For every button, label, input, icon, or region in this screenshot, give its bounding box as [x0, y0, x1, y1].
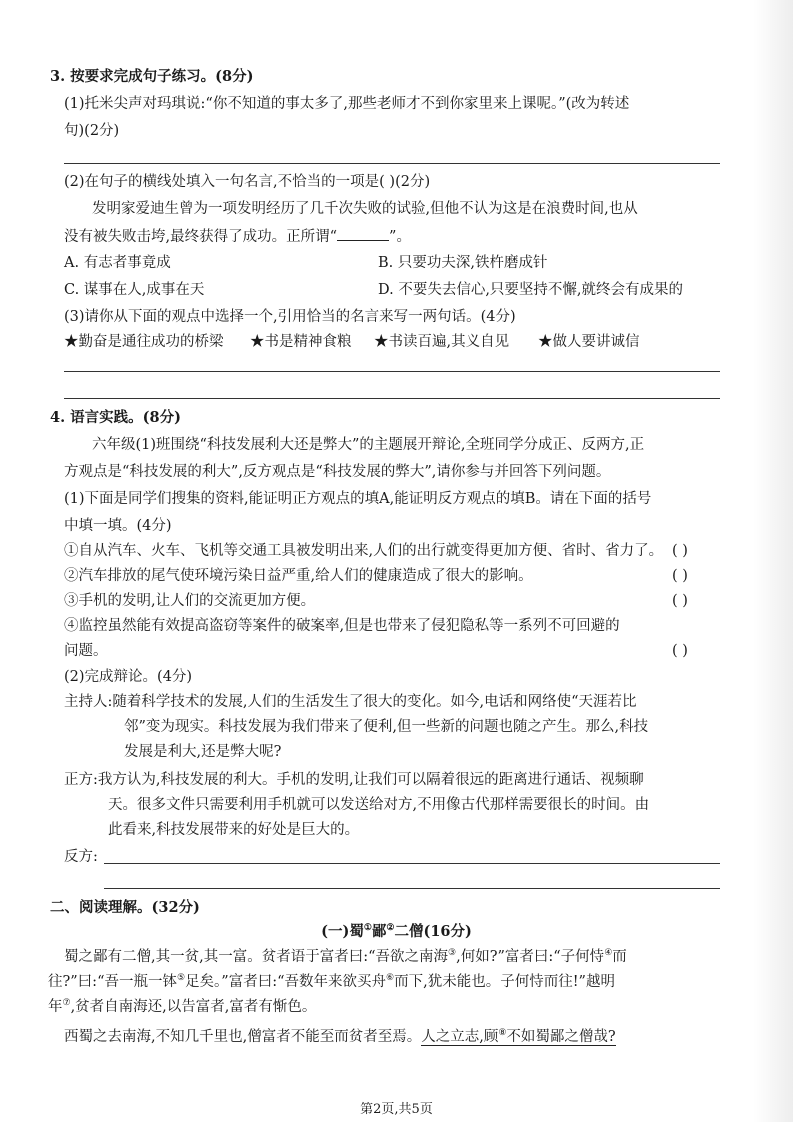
passage-text: 不如蜀鄙之僧哉?: [506, 1029, 616, 1045]
answer-bracket[interactable]: ( ): [672, 543, 688, 559]
q3-p1-line2: 句)(2分): [64, 123, 120, 139]
passage-text: 而: [612, 949, 627, 965]
passage-text: 往?”曰:“吾一瓶一钵: [48, 974, 177, 990]
q4-item-3: ③手机的发明,让人们的交流更加方便。: [64, 593, 316, 609]
passage-title-b: 鄙: [371, 923, 387, 940]
scan-shadow: [753, 0, 793, 1122]
passage-text: 而下,犹未能也。子何恃而往!”越明: [394, 974, 615, 990]
pro-line1: 正方:我方认为,科技发展的利大。手机的发明,让我们可以隔着很远的距离进行通话、视频聊: [64, 772, 644, 788]
fill-blank[interactable]: [337, 226, 389, 241]
view-2: ★书是精神食粮: [250, 334, 352, 350]
footnote-mark: ⑧: [498, 1028, 507, 1039]
option-d[interactable]: D. 不要失去信心,只要坚持不懈,就终会有成果的: [378, 282, 684, 298]
pro-line3: 此看来,科技发展带来的好处是巨大的。: [108, 822, 360, 838]
footnote-mark: ⑥: [386, 973, 395, 984]
answer-line[interactable]: [104, 888, 720, 889]
host-line2: 邻”变为现实。科技发展为我们带来了便利,但一些新的问题也随之产生。那么,科技: [124, 719, 649, 735]
q3-title: 3. 按要求完成句子练习。(8分): [50, 68, 254, 85]
q4-p2-line: (2)完成辩论。(4分): [64, 669, 193, 685]
q4-intro2: 方观点是“科技发展的利大”,反方观点是“科技发展的弊大”,请你参与并回答下列问题。: [64, 464, 611, 480]
footnote-mark: ⑦: [62, 998, 71, 1009]
q4-p1-line1: (1)下面是同学们搜集的资料,能证明正方观点的填A,能证明反方观点的填B。请在下面的括号: [64, 491, 652, 507]
answer-line[interactable]: [64, 163, 720, 164]
answer-line[interactable]: [64, 398, 720, 399]
view-3: ★书读百遍,其义自见: [374, 334, 510, 350]
passage-text: ,何如?”富者曰:“子何恃: [456, 949, 605, 965]
answer-line[interactable]: [104, 863, 720, 864]
passage-text: ,贫者自南海还,以告富者,富者有惭色。: [70, 999, 317, 1015]
q4-title: 4. 语言实践。(8分): [50, 409, 181, 426]
option-c[interactable]: C. 谋事在人,成事在天: [64, 282, 205, 298]
q4-item-2: ②汽车排放的尾气使环境污染日益严重,给人们的健康造成了很大的影响。: [64, 568, 533, 584]
passage-title: [0, 922, 793, 942]
host-line3: 发展是利大,还是弊大呢?: [124, 744, 282, 760]
passage-line1: [64, 947, 627, 967]
answer-line[interactable]: [64, 371, 720, 372]
q3-p3-line: (3)请你从下面的观点中选择一个,引用恰当的名言来写一两句话。(4分): [64, 309, 516, 325]
page-number: 第2页,共5页: [360, 1102, 433, 1117]
q3-p2-para2: [64, 226, 411, 247]
passage-text: 西蜀之去南海,不知几千里也,僧富者不能至而贫者至焉。: [64, 1029, 422, 1045]
passage-text: 蜀之鄙有二僧,其一贫,其一富。贫者语于富者曰:“吾欲之南海: [64, 949, 449, 965]
view-4: ★做人要讲诚信: [538, 334, 640, 350]
q4-item-4-line2: 问题。: [64, 643, 108, 659]
passage-line4: [64, 1027, 616, 1047]
pro-line2: 天。很多文件只需要利用手机就可以发送给对方,不用像古代那样需要很长的时间。由: [108, 797, 650, 813]
passage-line3: [48, 997, 316, 1017]
passage-text: 年: [48, 999, 63, 1015]
footnote-mark: ④: [604, 948, 613, 959]
footnote-mark: ①: [363, 923, 372, 934]
passage-line2: [48, 972, 615, 992]
passage-text: 人之立志,顾: [421, 1029, 499, 1045]
answer-bracket[interactable]: ( ): [672, 568, 688, 584]
view-1: ★勤奋是通往成功的桥梁: [64, 334, 224, 350]
passage-text: 足矣。”富者曰:“吾数年来欲买舟: [185, 974, 387, 990]
option-b[interactable]: B. 只要功夫深,铁杵磨成针: [378, 255, 548, 271]
passage-title-c: 二僧(16分): [394, 923, 472, 940]
answer-bracket[interactable]: ( ): [672, 643, 688, 659]
footnote-mark: ③: [448, 948, 457, 959]
q3-p2-para2-b: ”。: [389, 229, 411, 245]
q4-item-1: ①自从汽车、火车、飞机等交通工具被发明出来,人们的出行就变得更加方便、省时、省力了。: [64, 543, 664, 559]
option-a[interactable]: A. 有志者事竟成: [64, 255, 171, 271]
host-line1: 主持人:随着科学技术的发展,人们的生活发生了很大的变化。如今,电话和网络使“天涯若比: [64, 694, 637, 710]
q4-item-4-line1: ④监控虽然能有效提高盗窃等案件的破案率,但是也带来了侵犯隐私等一系列不可回避的: [64, 618, 620, 634]
footnote-mark: ②: [386, 923, 395, 934]
q4-p1-line2: 中填一填。(4分): [64, 518, 172, 534]
q3-p2-line: (2)在句子的横线处填入一句名言,不恰当的一项是( )(2分): [64, 174, 431, 190]
q3-p2-para1: 发明家爱迪生曾为一项发明经历了几千次失败的试验,但他不认为这是在浪费时间,也从: [92, 201, 638, 217]
con-label: 反方:: [64, 849, 98, 865]
passage-title-a: (一)蜀: [321, 923, 364, 940]
section-title: 二、阅读理解。(32分): [50, 899, 200, 916]
answer-bracket[interactable]: ( ): [672, 593, 688, 609]
q4-intro1: 六年级(1)班围绕“科技发展利大还是弊大”的主题展开辩论,全班同学分成正、反两方,正: [92, 437, 645, 453]
q3-p2-para2-a: 没有被失败击垮,最终获得了成功。正所谓“: [64, 229, 338, 245]
underlined-sentence: [421, 1029, 615, 1046]
footnote-mark: ⑤: [176, 973, 186, 984]
q3-p1-line1: (1)托米尖声对玛琪说:“你不知道的事太多了,那些老师才不到你家里来上课呢。”(改为转述: [64, 96, 630, 112]
